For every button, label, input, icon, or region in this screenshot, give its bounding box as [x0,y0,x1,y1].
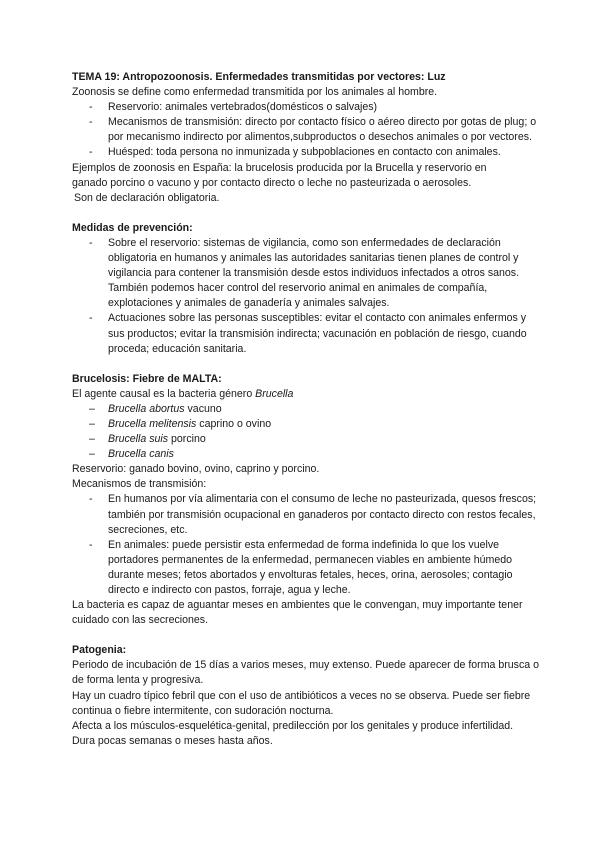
declaration-note: Son de declaración obligatoria. [74,191,220,204]
zoonosis-examples-line-1: Ejemplos de zoonosis en España: la brucelosis producida por la Brucella y reservorio en [72,161,487,174]
pathogenesis-paragraph: Periodo de incubación de 15 días a varios meses, muy extenso. Puede aparecer de forma brusca o de forma lenta y progresiva. [72,659,539,687]
bullet-dash: – [89,448,95,461]
bullet-dash: - [89,236,93,249]
list-item: - En animales: puede persistir esta enfermedad de forma indefinida lo que los vuelve portadores permanentes de la enfermedad, permanecen viables en ambiente húmedo durante meses; fetos abortados y envolturas fetales, heces, orina, aerosoles; contagio directo e indirecto con pastos, forraje, agua y leche. [89,538,513,596]
prevention-heading: Medidas de prevención: [72,221,193,234]
brucelosis-heading: Brucelosis: Fiebre de MALTA: [72,372,222,385]
list-item: - Mecanismos de transmisión: directo por contacto físico o aéreo directo por gotas de plug; o por mecanismo indirecto por alimentos,subproductos o desechos animales o por vectores. [89,116,537,144]
pathogenesis-paragraph: Afecta a los músculos-esquelética-genital, predilección por los genitales y produce infertilidad. [72,719,514,732]
list-item: - En humanos por vía alimentaria con el consumo de leche no pasteurizada, quesos frescos; también por transmisión ocupacional en ganaderos por contacto directo con restos fecales, secreciones, etc. [89,493,537,536]
pathogenesis-paragraph: Hay un cuadro típico febril que con el uso de antibióticos a veces no se observa. Puede ser fiebre continua o fiebre intermitente, con sudoración nocturna. [72,689,531,717]
list-item: - Reservorio: animales vertebrados(domésticos o salvajes) [72,100,540,115]
causal-agent: El agente causal es la bacteria género Brucella [72,387,294,400]
bullet-dash: - [89,538,93,551]
list-item: - Actuaciones sobre las personas susceptibles: evitar el contacto con animales enfermos y sus productos; evitar la transmisión indirecta; vacunación en población de riesgo, cuando proceda; educación sanitaria. [89,312,527,355]
pathogenesis-paragraph: Dura pocas semanas o meses hasta años. [72,734,273,747]
bullet-dash: - [89,116,93,129]
mechanisms-label: Mecanismos de transmisión: [72,478,207,491]
bullet-dash: – [89,402,95,415]
zoonosis-examples-line-2: ganado porcino o vacuno y por contacto directo o leche no pasteurizada o aerosoles. [72,176,472,189]
list-item: – Brucella canis [72,447,540,462]
list-item: – Brucella abortus vacuno [72,402,540,417]
bullet-dash: – [89,417,95,430]
bacteria-note: La bacteria es capaz de aguantar meses en ambientes que le convengan, muy importante tener cuidado con las secreciones. [72,599,523,627]
list-item: – Brucella suis porcino [72,432,540,447]
bullet-dash: - [89,493,93,506]
reservoir-line: Reservorio: ganado bovino, ovino, caprino y porcino. [72,463,320,476]
document-title: TEMA 19: Antropozoonosis. Enfermedades transmitidas por vectores: Luz [72,71,446,83]
list-item: - Sobre el reservorio: sistemas de vigilancia, como son enfermedades de declaración obligatoria en humanos y animales las autoridades sanitarias tienen planes de control y vigilancia para contener la transmisión desde estos individuos infectados a otros sanos. También podemos hacer control del reservorio animal en animales de compañía, explotaciones y animales de ganadería y animales salvajes. [89,236,520,310]
zoonosis-bullet-list [72,100,540,160]
prevention-bullet-list [72,236,540,357]
bullet-dash: - [89,101,93,114]
list-item: – Brucella melitensis caprino o ovino [72,417,540,432]
mechanisms-bullet-list [72,492,540,598]
bullet-dash: – [89,433,95,446]
bullet-dash: - [89,312,93,325]
zoonosis-definition: Zoonosis se define como enfermedad transmitida por los animales al hombre. [72,86,438,99]
pathogenesis-heading: Patogenia: [72,644,127,657]
list-item: - Huésped: toda persona no inmunizada y subpoblaciones en contacto con animales. [72,145,540,160]
species-list [72,402,540,462]
bullet-dash: - [89,146,93,159]
